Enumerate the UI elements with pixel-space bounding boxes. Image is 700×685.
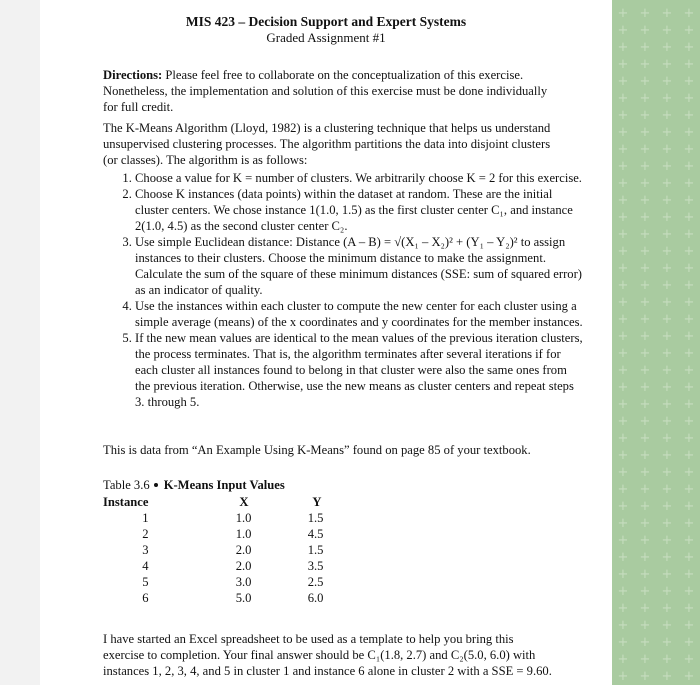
plus-pattern-row: [612, 108, 700, 123]
plus-icon: +: [661, 159, 673, 174]
plus-icon: +: [661, 550, 673, 565]
plus-icon: +: [683, 414, 695, 429]
plus-icon: +: [661, 210, 673, 225]
plus-icon: +: [617, 244, 629, 259]
plus-icon: +: [639, 261, 651, 276]
plus-icon: +: [683, 618, 695, 633]
plus-icon: +: [661, 74, 673, 89]
cell-y: 4.5: [307, 527, 324, 541]
plus-icon: +: [639, 74, 651, 89]
plus-icon: +: [639, 346, 651, 361]
plus-pattern-row: [612, 618, 700, 633]
plus-icon: +: [639, 142, 651, 157]
directions-text: Please feel free to collaborate on the conceptualization of this exercise. Nonetheless, the implementation and solution of this exercise must be done individually for full credit.: [103, 68, 548, 114]
plus-icon: +: [661, 346, 673, 361]
cell-instance: 1: [142, 511, 149, 525]
document-page: [40, 0, 612, 685]
plus-icon: +: [683, 482, 695, 497]
plus-icon: +: [617, 176, 629, 191]
plus-icon: +: [661, 244, 673, 259]
plus-icon: +: [639, 278, 651, 293]
plus-icon: +: [639, 652, 651, 667]
plus-icon: +: [661, 312, 673, 327]
plus-icon: +: [617, 6, 629, 21]
cell-x: 1.0: [235, 527, 252, 541]
plus-icon: +: [661, 329, 673, 344]
cell-y: 1.5: [307, 511, 324, 525]
plus-icon: +: [661, 40, 673, 55]
plus-icon: +: [661, 91, 673, 106]
plus-icon: +: [683, 397, 695, 412]
plus-icon: +: [639, 482, 651, 497]
plus-icon: +: [617, 261, 629, 276]
plus-icon: +: [683, 176, 695, 191]
plus-icon: +: [639, 108, 651, 123]
plus-icon: +: [683, 227, 695, 242]
plus-pattern-row: [612, 635, 700, 650]
plus-icon: +: [683, 193, 695, 208]
plus-pattern-row: [612, 295, 700, 310]
plus-icon: +: [683, 380, 695, 395]
decorative-side-panel: [612, 0, 700, 685]
cell-y: 1.5: [307, 543, 324, 557]
plus-icon: +: [683, 516, 695, 531]
plus-icon: +: [661, 482, 673, 497]
table-row: [103, 558, 323, 574]
plus-icon: +: [683, 669, 695, 684]
plus-icon: +: [683, 363, 695, 378]
plus-icon: +: [639, 176, 651, 191]
plus-icon: +: [617, 533, 629, 548]
plus-icon: +: [661, 261, 673, 276]
plus-icon: +: [661, 142, 673, 157]
table-caption: [103, 478, 285, 493]
plus-icon: +: [661, 6, 673, 21]
plus-icon: +: [683, 312, 695, 327]
plus-icon: +: [617, 380, 629, 395]
plus-icon: +: [617, 346, 629, 361]
plus-icon: +: [617, 193, 629, 208]
algorithm-step: 2. Choose K instances (data points) within the dataset at random. These are the initial cluster centers. We chose instance 1(1.0, 1.5) as the first cluster center C₁, and instance 2(1.0, 4.5) as the second cluster center C₂.: [135, 186, 585, 234]
plus-icon: +: [639, 618, 651, 633]
plus-icon: +: [683, 74, 695, 89]
cell-x: 1.0: [235, 511, 252, 525]
plus-icon: +: [617, 312, 629, 327]
plus-icon: +: [661, 23, 673, 38]
plus-icon: +: [639, 516, 651, 531]
plus-icon: +: [617, 40, 629, 55]
plus-icon: +: [639, 6, 651, 21]
plus-pattern-row: [612, 244, 700, 259]
plus-icon: +: [617, 295, 629, 310]
cell-instance: 6: [142, 591, 149, 605]
plus-icon: +: [661, 295, 673, 310]
plus-pattern-row: [612, 380, 700, 395]
source-note: This is data from “An Example Using K-Means” found on page 85 of your textbook.: [103, 443, 531, 457]
algorithm-step: 5. If the new mean values are identical to the mean values of the previous iteration clusters, the process terminates. That is, the algorithm terminates after several iterations if for each cluster all instances found to belong in that cluster were also the same ones from the previous iteration. Otherwise, use the new means as cluster centers and repeat steps 3. through 5.: [135, 330, 585, 410]
plus-icon: +: [617, 431, 629, 446]
algorithm-step: 1. Choose a value for K = number of clusters. We arbitrarily choose K = 2 for this exercise.: [135, 170, 585, 186]
algorithm-steps: [103, 170, 585, 410]
intro-paragraph: The K-Means Algorithm (Lloyd, 1982) is a clustering technique that helps us understand unsupervised clustering processes. The algorithm partitions the data into disjoint clusters (or classes). The algorithm is as follows:: [103, 121, 551, 167]
plus-icon: +: [661, 193, 673, 208]
plus-icon: +: [683, 601, 695, 616]
cell-y: 3.5: [307, 559, 324, 573]
plus-icon: +: [639, 448, 651, 463]
plus-icon: +: [617, 363, 629, 378]
cell-y: 2.5: [307, 575, 324, 589]
cell-x: 3.0: [235, 575, 252, 589]
left-gutter: [0, 0, 40, 685]
plus-icon: +: [683, 108, 695, 123]
plus-icon: +: [683, 91, 695, 106]
plus-pattern-row: [612, 210, 700, 225]
plus-icon: +: [617, 550, 629, 565]
plus-pattern-row: [612, 465, 700, 480]
plus-pattern-row: [612, 193, 700, 208]
header-instance: Instance: [103, 495, 149, 509]
plus-icon: +: [639, 584, 651, 599]
plus-icon: +: [661, 601, 673, 616]
plus-icon: +: [617, 23, 629, 38]
kmeans-input-table: [103, 494, 323, 606]
plus-icon: +: [683, 635, 695, 650]
plus-icon: +: [617, 414, 629, 429]
plus-icon: +: [617, 227, 629, 242]
plus-pattern-row: [612, 278, 700, 293]
plus-pattern-row: [612, 261, 700, 276]
document-title: MIS 423 – Decision Support and Expert Systems: [185, 14, 467, 29]
plus-pattern-row: [612, 227, 700, 242]
plus-icon: +: [617, 329, 629, 344]
plus-icon: +: [661, 669, 673, 684]
plus-icon: +: [661, 584, 673, 599]
plus-icon: +: [617, 618, 629, 633]
plus-icon: +: [683, 448, 695, 463]
plus-icon: +: [683, 499, 695, 514]
plus-icon: +: [661, 499, 673, 514]
plus-pattern-row: [612, 57, 700, 72]
table-row: [103, 590, 323, 606]
plus-icon: +: [661, 431, 673, 446]
plus-icon: +: [639, 210, 651, 225]
plus-icon: +: [639, 227, 651, 242]
plus-icon: +: [683, 329, 695, 344]
plus-icon: +: [661, 465, 673, 480]
plus-icon: +: [661, 57, 673, 72]
plus-icon: +: [683, 125, 695, 140]
plus-icon: +: [661, 635, 673, 650]
plus-icon: +: [683, 346, 695, 361]
plus-pattern-row: [612, 397, 700, 412]
plus-icon: +: [617, 635, 629, 650]
plus-icon: +: [617, 142, 629, 157]
plus-icon: +: [683, 23, 695, 38]
plus-pattern-row: [612, 346, 700, 361]
plus-icon: +: [617, 210, 629, 225]
plus-icon: +: [639, 567, 651, 582]
plus-icon: +: [639, 601, 651, 616]
plus-icon: +: [617, 159, 629, 174]
plus-icon: +: [683, 159, 695, 174]
plus-icon: +: [639, 669, 651, 684]
plus-icon: +: [683, 295, 695, 310]
plus-icon: +: [683, 244, 695, 259]
plus-icon: +: [617, 669, 629, 684]
plus-pattern-row: [612, 448, 700, 463]
algorithm-step: 4. Use the instances within each cluster to compute the new center for each cluster using a simple average (means) of the x coordinates and y coordinates for the member instances.: [135, 298, 585, 330]
plus-icon: +: [617, 567, 629, 582]
cell-instance: 3: [142, 543, 149, 557]
plus-pattern-row: [612, 669, 700, 684]
plus-pattern-row: [612, 312, 700, 327]
plus-icon: +: [617, 125, 629, 140]
cell-instance: 2: [142, 527, 149, 541]
algorithm-step: 3. Use simple Euclidean distance: Distance (A – B) = √(X₁ – X₂)² + (Y₁ – Y₂)² to assign instances to their clusters. Choose the minimum distance to make the assignment. Calculate the sum of the square of these minimum distances (SSE: sum of squared error) as an indicator of quality.: [135, 234, 585, 298]
plus-icon: +: [617, 516, 629, 531]
plus-pattern-row: [612, 176, 700, 191]
plus-pattern-row: [612, 40, 700, 55]
plus-icon: +: [683, 261, 695, 276]
plus-icon: +: [639, 465, 651, 480]
plus-icon: +: [639, 533, 651, 548]
plus-icon: +: [661, 618, 673, 633]
plus-icon: +: [661, 125, 673, 140]
plus-pattern-row: [612, 533, 700, 548]
plus-icon: +: [617, 448, 629, 463]
plus-icon: +: [661, 414, 673, 429]
plus-icon: +: [639, 363, 651, 378]
plus-pattern-row: [612, 482, 700, 497]
plus-icon: +: [639, 295, 651, 310]
plus-icon: +: [683, 584, 695, 599]
document-subtitle: Graded Assignment #1: [266, 30, 386, 45]
plus-pattern-row: [612, 550, 700, 565]
plus-icon: +: [617, 652, 629, 667]
table-row: [103, 574, 323, 590]
plus-icon: +: [639, 380, 651, 395]
plus-pattern-row: [612, 329, 700, 344]
plus-icon: +: [661, 278, 673, 293]
table-caption-prefix: Table 3.6: [103, 478, 150, 492]
plus-icon: +: [683, 57, 695, 72]
plus-icon: +: [661, 516, 673, 531]
plus-icon: +: [639, 550, 651, 565]
table-row: [103, 510, 323, 526]
plus-icon: +: [661, 567, 673, 582]
plus-icon: +: [661, 363, 673, 378]
plus-icon: +: [639, 159, 651, 174]
cell-instance: 5: [142, 575, 149, 589]
plus-icon: +: [683, 40, 695, 55]
plus-icon: +: [617, 74, 629, 89]
plus-icon: +: [683, 210, 695, 225]
directions-label: Directions:: [103, 68, 163, 82]
plus-icon: +: [617, 278, 629, 293]
plus-icon: +: [683, 652, 695, 667]
plus-icon: +: [661, 448, 673, 463]
plus-pattern-row: [612, 142, 700, 157]
plus-icon: +: [639, 125, 651, 140]
plus-icon: +: [639, 431, 651, 446]
plus-pattern-row: [612, 516, 700, 531]
plus-icon: +: [639, 40, 651, 55]
plus-icon: +: [661, 380, 673, 395]
plus-icon: +: [683, 550, 695, 565]
plus-icon: +: [617, 499, 629, 514]
plus-icon: +: [683, 431, 695, 446]
plus-pattern-row: [612, 584, 700, 599]
plus-icon: +: [639, 312, 651, 327]
plus-icon: +: [639, 57, 651, 72]
header-x: X: [239, 495, 249, 509]
plus-icon: +: [617, 601, 629, 616]
plus-icon: +: [639, 397, 651, 412]
plus-icon: +: [661, 652, 673, 667]
plus-icon: +: [683, 142, 695, 157]
table-caption-title: K-Means Input Values: [163, 478, 285, 492]
plus-icon: +: [661, 176, 673, 191]
plus-icon: +: [617, 584, 629, 599]
plus-icon: +: [639, 23, 651, 38]
plus-icon: +: [683, 6, 695, 21]
plus-icon: +: [617, 465, 629, 480]
plus-icon: +: [617, 57, 629, 72]
plus-pattern-row: [612, 91, 700, 106]
plus-icon: +: [639, 193, 651, 208]
plus-icon: +: [683, 533, 695, 548]
plus-pattern-row: [612, 414, 700, 429]
plus-icon: +: [617, 397, 629, 412]
header-y: Y: [312, 495, 322, 509]
directions-paragraph: [103, 67, 553, 115]
plus-icon: +: [639, 91, 651, 106]
plus-pattern-row: [612, 431, 700, 446]
plus-icon: +: [661, 533, 673, 548]
table-row: [103, 526, 323, 542]
plus-icon: +: [683, 465, 695, 480]
plus-icon: +: [683, 567, 695, 582]
closing-paragraph: I have started an Excel spreadsheet to be used as a template to help you bring this exercise to completion. Your final answer should be C₁(1.8, 2.7) and C₂(5.0, 6.0) with instances 1, 2, 3, 4, and 5 in cluster 1 and instance 6 alone in cluster 2 with a SSE = 9.60.: [103, 632, 552, 678]
plus-icon: +: [639, 499, 651, 514]
plus-pattern-row: [612, 23, 700, 38]
plus-icon: +: [661, 108, 673, 123]
plus-pattern-row: [612, 6, 700, 21]
plus-icon: +: [639, 414, 651, 429]
bullet-icon: [154, 483, 158, 487]
plus-icon: +: [617, 108, 629, 123]
plus-icon: +: [639, 244, 651, 259]
plus-icon: +: [661, 227, 673, 242]
plus-icon: +: [617, 482, 629, 497]
plus-pattern-row: [612, 499, 700, 514]
table-header-row: [103, 494, 323, 510]
plus-icon: +: [661, 397, 673, 412]
cell-x: 5.0: [235, 591, 252, 605]
plus-icon: +: [683, 278, 695, 293]
plus-pattern-row: [612, 363, 700, 378]
plus-pattern-row: [612, 601, 700, 616]
plus-icon: +: [639, 329, 651, 344]
plus-icon: +: [639, 635, 651, 650]
plus-pattern-row: [612, 567, 700, 582]
plus-pattern-row: [612, 125, 700, 140]
plus-icon: +: [617, 91, 629, 106]
cell-x: 2.0: [235, 543, 252, 557]
plus-pattern-row: [612, 159, 700, 174]
plus-pattern-row: [612, 74, 700, 89]
cell-instance: 4: [142, 559, 149, 573]
cell-x: 2.0: [235, 559, 252, 573]
plus-pattern-row: [612, 652, 700, 667]
table-row: [103, 542, 323, 558]
cell-y: 6.0: [307, 591, 324, 605]
